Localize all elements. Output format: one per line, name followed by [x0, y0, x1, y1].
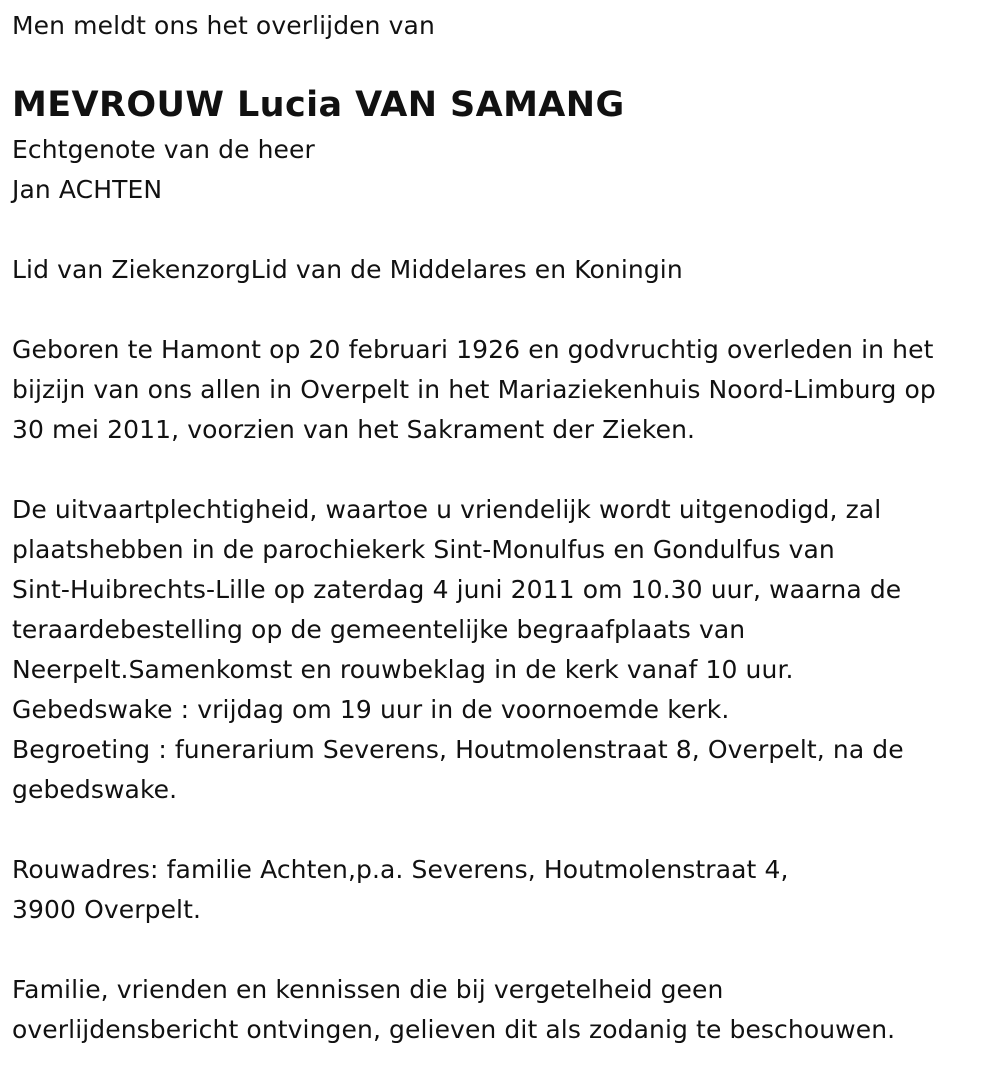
paragraph-line: Neerpelt.Samenkomst en rouwbeklag in de kerk vanaf 10 uur.	[12, 655, 794, 684]
spouse-block	[12, 130, 1000, 210]
spacer	[12, 450, 1000, 490]
paragraph-line: plaatshebben in de parochiekerk Sint-Monulfus en Gondulfus van	[12, 535, 835, 564]
paragraph-line: De uitvaartplechtigheid, waartoe u vriendelijk wordt uitgenodigd, zal	[12, 495, 882, 524]
address-paragraph	[12, 850, 1000, 930]
spacer	[12, 290, 1000, 330]
paragraph-line: Geboren te Hamont op 20 februari 1926 en godvruchtig overleden in het	[12, 335, 934, 364]
spacer	[12, 930, 1000, 970]
paragraph-line: gebedswake.	[12, 775, 178, 804]
membership-text: Lid van ZiekenzorgLid van de Middelares en Koningin	[12, 255, 683, 284]
paragraph-line: Sint-Huibrechts-Lille op zaterdag 4 juni 2011 om 10.30 uur, waarna de	[12, 575, 902, 604]
paragraph-line: Begroeting : funerarium Severens, Houtmolenstraat 8, Overpelt, na de	[12, 735, 904, 764]
paragraph-line: Familie, vrienden en kennissen die bij vergetelheid geen	[12, 975, 724, 1004]
deceased-name: MEVROUW Lucia VAN SAMANG	[12, 85, 625, 125]
paragraph-line: 30 mei 2011, voorzien van het Sakrament der Zieken.	[12, 415, 696, 444]
paragraph-line: 3900 Overpelt.	[12, 895, 202, 924]
paragraph-line: teraardebestelling op de gemeentelijke begraafplaats van	[12, 615, 746, 644]
paragraph-line: Rouwadres: familie Achten,p.a. Severens, Houtmolenstraat 4,	[12, 855, 789, 884]
closing-paragraph	[12, 970, 1000, 1050]
spacer	[12, 210, 1000, 250]
spacer	[12, 810, 1000, 850]
funeral-paragraph	[12, 490, 1000, 810]
intro-text: Men meldt ons het overlijden van	[12, 11, 435, 40]
paragraph-line: Gebedswake : vrijdag om 19 uur in de voornoemde kerk.	[12, 695, 730, 724]
paragraph-line: overlijdensbericht ontvingen, gelieven dit als zodanig te beschouwen.	[12, 1015, 896, 1044]
spouse-line-1: Echtgenote van de heer	[12, 135, 315, 164]
birth-death-paragraph	[12, 330, 1000, 450]
spouse-line-2: Jan ACHTEN	[12, 175, 163, 204]
paragraph-line: bijzijn van ons allen in Overpelt in het Mariaziekenhuis Noord-Limburg op	[12, 375, 936, 404]
